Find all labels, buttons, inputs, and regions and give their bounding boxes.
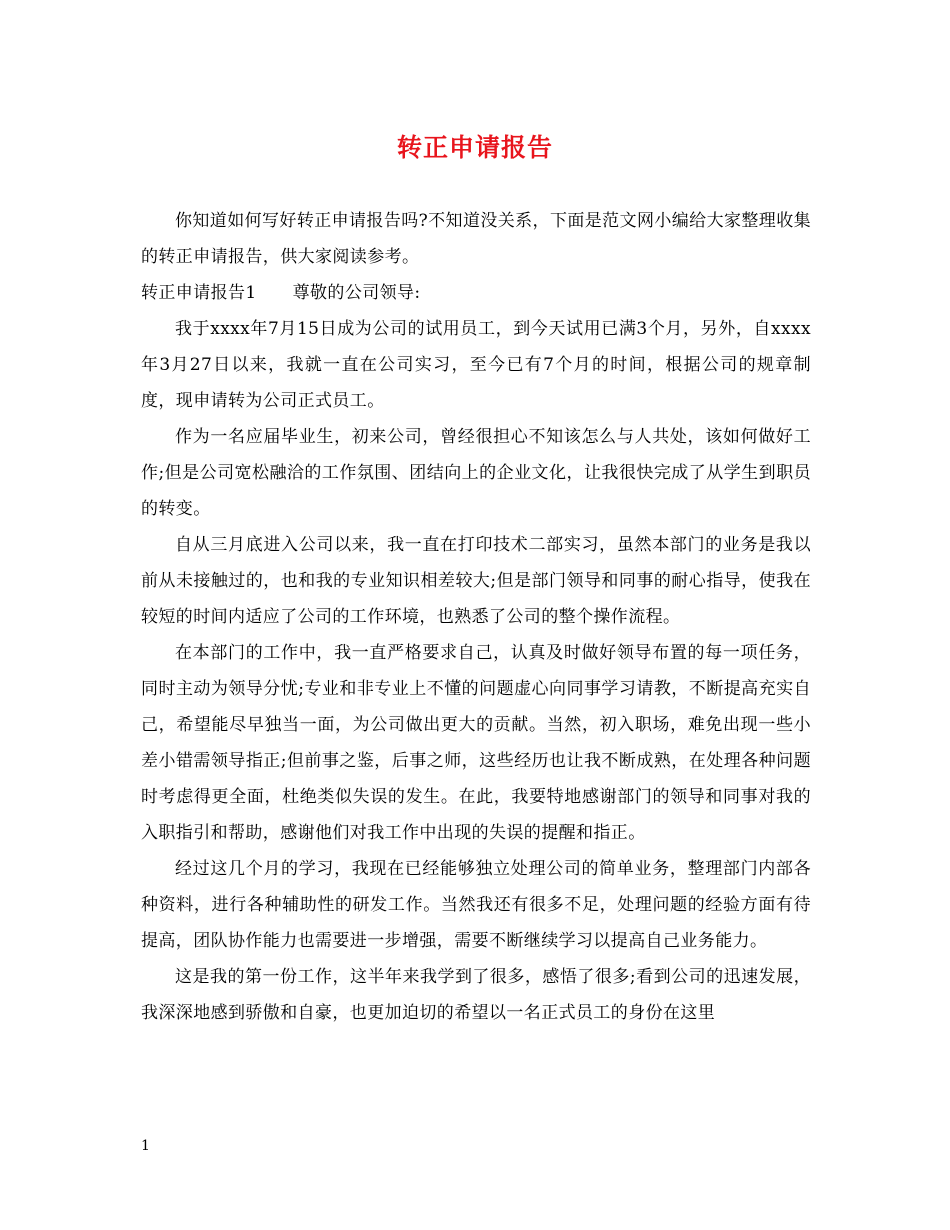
body-paragraph: 在本部门的工作中，我一直严格要求自己，认真及时做好领导布置的每一项任务，同时主动为领导分忧;专业和非专业上不懂的问题虚心向同事学习请教，不断提高充实自己，希望能尽早独当一面，为公司做出更大的贡献。当然，初入职场，难免出现一些小差小错需领导指正;但前事之鉴，后事之师，这些经历也让我不断成熟，在处理各种问题时考虑得更全面，杜绝类似失误的发生。在此，我要特地感谢部门的领导和同事对我的入职指引和帮助，感谢他们对我工作中出现的失误的提醒和指正。 xyxy=(141,643,811,843)
page-number: 1 xyxy=(141,1138,150,1154)
section-label: 转正申请报告1 xyxy=(141,283,257,303)
intro-paragraph: 你知道如何写好转正申请报告吗?不知道没关系，下面是范文网小编给大家整理收集的转正申请报告，供大家阅读参考。 xyxy=(141,211,811,267)
body-paragraph: 自从三月底进入公司以来，我一直在打印技术二部实习，虽然本部门的业务是我以前从未接触过的，也和我的专业知识相差较大;但是部门领导和同事的耐心指导，使我在较短的时间内适应了公司的工作环境，也熟悉了公司的整个操作流程。 xyxy=(141,535,811,627)
letter-heading xyxy=(141,275,811,311)
document-body xyxy=(141,203,811,1031)
body-paragraph: 经过这几个月的学习，我现在已经能够独立处理公司的简单业务，整理部门内部各种资料，进行各种辅助性的研发工作。当然我还有很多不足，处理问题的经验方面有待提高，团队协作能力也需要进一步增强，需要不断继续学习以提高自己业务能力。 xyxy=(141,859,811,951)
document-title: 转正申请报告 xyxy=(396,133,553,162)
body-paragraph: 这是我的第一份工作，这半年来我学到了很多，感悟了很多;看到公司的迅速发展，我深深地感到骄傲和自豪，也更加迫切的希望以一名正式员工的身份在这里 xyxy=(141,967,811,1023)
body-paragraph: 作为一名应届毕业生，初来公司，曾经很担心不知该怎么与人共处，该如何做好工作;但是公司宽松融洽的工作氛围、团结向上的企业文化，让我很快完成了从学生到职员的转变。 xyxy=(141,427,811,519)
salutation: 尊敬的公司领导: xyxy=(292,283,421,303)
body-paragraph: 我于xxxx年7月15日成为公司的试用员工，到今天试用已满3个月，另外，自xxxx年3月27日以来，我就一直在公司实习，至今已有7个月的时间，根据公司的规章制度，现申请转为公司正式员工。 xyxy=(141,319,811,411)
